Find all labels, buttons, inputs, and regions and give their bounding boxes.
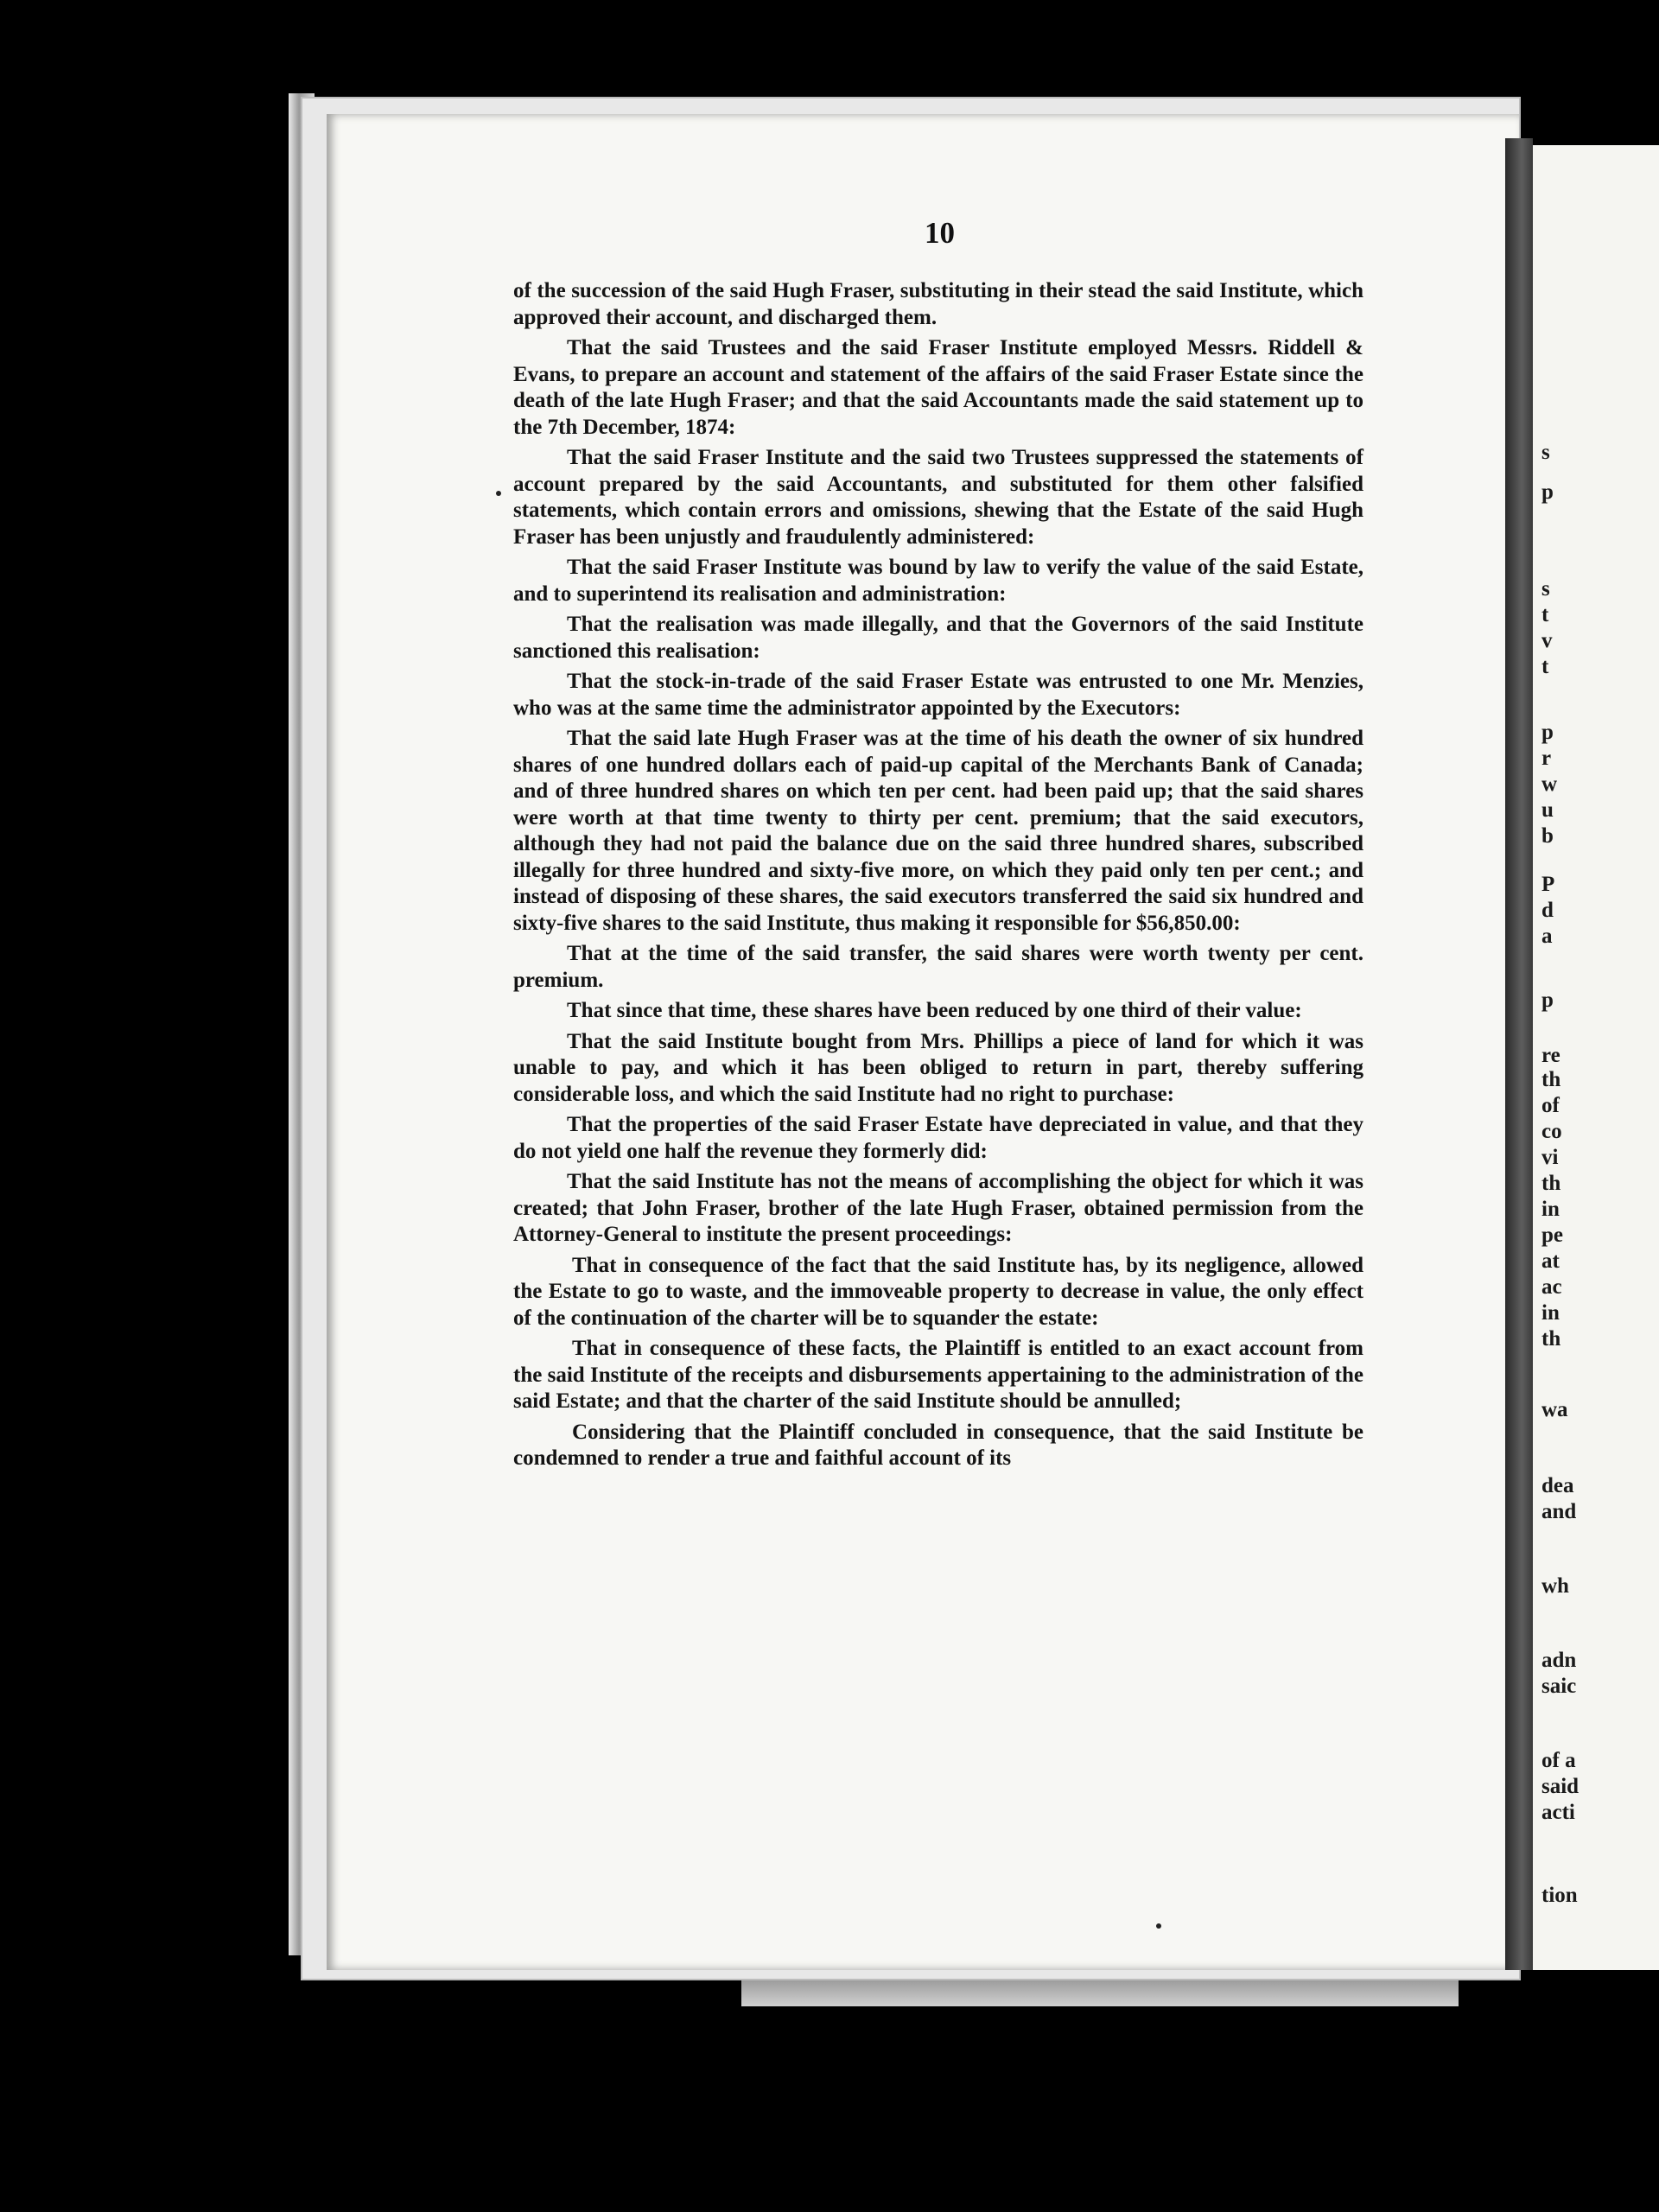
- facing-fragment: in: [1541, 1198, 1560, 1221]
- facing-fragment: adn: [1541, 1649, 1577, 1672]
- facing-fragment: re: [1541, 1044, 1560, 1067]
- paragraph: That in consequence of the fact that the said Institute has, by its negligence, allowed the Estate to go to waste, and the immoveable property to decrease in value, the only effect of the continuation of the charter will be to squander the estate:: [513, 1253, 1363, 1330]
- body-text: [513, 278, 1363, 1477]
- paragraph: That in consequence of these facts, the Plaintiff is entitled to an exact account from the said Institute of the receipts and disbursements appertaining to the administration of the said Estate; and that the charter of the said Institute should be annulled;: [513, 1337, 1363, 1413]
- facing-fragment: th: [1541, 1327, 1561, 1351]
- paragraph: That the said Institute bought from Mrs. Phillips a piece of land for which it was unable to pay, and which it has been obliged to return in part, thereby suffering considerable loss, and which the said Institute had no right to purchase:: [513, 1029, 1363, 1106]
- facing-fragment: dea: [1541, 1474, 1574, 1497]
- facing-fragment: co: [1541, 1120, 1562, 1143]
- facing-fragment: t: [1541, 603, 1549, 626]
- facing-fragment: and: [1541, 1500, 1577, 1523]
- facing-fragment: th: [1541, 1068, 1561, 1091]
- paragraph: That the stock-in-trade of the said Fraser Estate was entrusted to one Mr. Menzies, who was at the same time the administrator appointed by the Executors:: [513, 670, 1363, 720]
- paragraph: That the said Trustees and the said Fraser Institute employed Messrs. Riddell & Evans, to prepare an account and statement of the affairs of the said Fraser Estate since the death of the late Hugh Fraser; and that the said Accountants made the said statement up to the 7th December, 1874:: [513, 336, 1363, 439]
- paragraph: That the realisation was made illegally, and that the Governors of the said Institute sanctioned this realisation:: [513, 613, 1363, 663]
- facing-fragment: at: [1541, 1249, 1560, 1273]
- facing-fragment: b: [1541, 824, 1554, 848]
- facing-fragment: w: [1541, 772, 1558, 796]
- facing-fragment: ac: [1541, 1275, 1562, 1299]
- facing-fragment: of a: [1541, 1749, 1576, 1772]
- facing-fragment: d: [1541, 899, 1554, 922]
- facing-fragment: wa: [1541, 1398, 1568, 1421]
- facing-fragment: p: [1541, 988, 1554, 1012]
- page-number: 10: [925, 216, 955, 250]
- facing-fragment: s: [1541, 441, 1550, 464]
- facing-fragment: acti: [1541, 1801, 1575, 1824]
- paragraph: That the said Fraser Institute was bound by law to verify the value of the said Estate, and to superintend its realisation and administration:: [513, 556, 1363, 606]
- facing-fragment: P: [1541, 873, 1555, 896]
- facing-fragment: p: [1541, 480, 1554, 504]
- facing-fragment: pe: [1541, 1224, 1563, 1247]
- facing-fragment: saic: [1541, 1675, 1577, 1698]
- paragraph: That the said late Hugh Fraser was at the time of his death the owner of six hundred shares of one hundred dollars each of paid-up capital of the Merchants Bank of Canada; and of three hundred shares on which ten per cent. had been paid up; that the said shares were worth at that time twenty to thirty per cent. premium; that the said executors, although they had not paid the balance due on the said three hundred shares, subscribed illegally for three hundred and sixty-five more, on which they paid only ten per cent.; and instead of disposing of these shares, the said executors transferred the said six hundred and sixty-five shares to the said Institute, thus making it responsible for $56,850.00:: [513, 727, 1363, 935]
- book-gutter: [1505, 138, 1533, 1970]
- facing-fragment: v: [1541, 629, 1553, 652]
- facing-fragment: wh: [1541, 1574, 1569, 1598]
- paragraph: That the said Fraser Institute and the said two Trustees suppressed the statements of account prepared by the said Accountants, and substituted for them other falsified statements, which contain errors and omissions, shewing that the Estate of the said Hugh Fraser has been unjustly and fraudulently administered:: [513, 446, 1363, 549]
- facing-fragment: r: [1541, 747, 1552, 770]
- paragraph: That the properties of the said Fraser Estate have depreciated in value, and that they do not yield one half the revenue they formerly did:: [513, 1113, 1363, 1163]
- facing-fragment: a: [1541, 925, 1553, 948]
- facing-fragment: th: [1541, 1172, 1561, 1195]
- facing-fragment: p: [1541, 721, 1554, 744]
- facing-fragment: s: [1541, 577, 1550, 601]
- facing-page: [1533, 145, 1659, 1970]
- facing-fragment: u: [1541, 798, 1554, 822]
- facing-fragment: in: [1541, 1301, 1560, 1325]
- facing-fragment: t: [1541, 655, 1549, 678]
- paragraph: Considering that the Plaintiff concluded in consequence, that the said Institute be condemned to render a true and faithful account of its: [513, 1420, 1363, 1470]
- paragraph: That at the time of the said transfer, the said shares were worth twenty per cent. premium.: [513, 942, 1363, 992]
- specks: [496, 491, 501, 496]
- facing-fragment: of: [1541, 1094, 1560, 1117]
- facing-fragment: tion: [1541, 1884, 1578, 1907]
- page-bottom-edge: [741, 1980, 1459, 2006]
- paragraph: of the succession of the said Hugh Fraser, substituting in their stead the said Institute, which approved their account, and discharged them.: [513, 279, 1363, 329]
- specks: [1156, 1923, 1161, 1929]
- facing-fragment: said: [1541, 1775, 1580, 1798]
- paragraph: That the said Institute has not the means of accomplishing the object for which it was created; that John Fraser, brother of the late Hugh Fraser, obtained permission from the Attorney-General to institute the present proceedings:: [513, 1170, 1363, 1246]
- facing-fragment: vi: [1541, 1146, 1559, 1169]
- paragraph: That since that time, these shares have been reduced by one third of their value:: [567, 999, 1302, 1022]
